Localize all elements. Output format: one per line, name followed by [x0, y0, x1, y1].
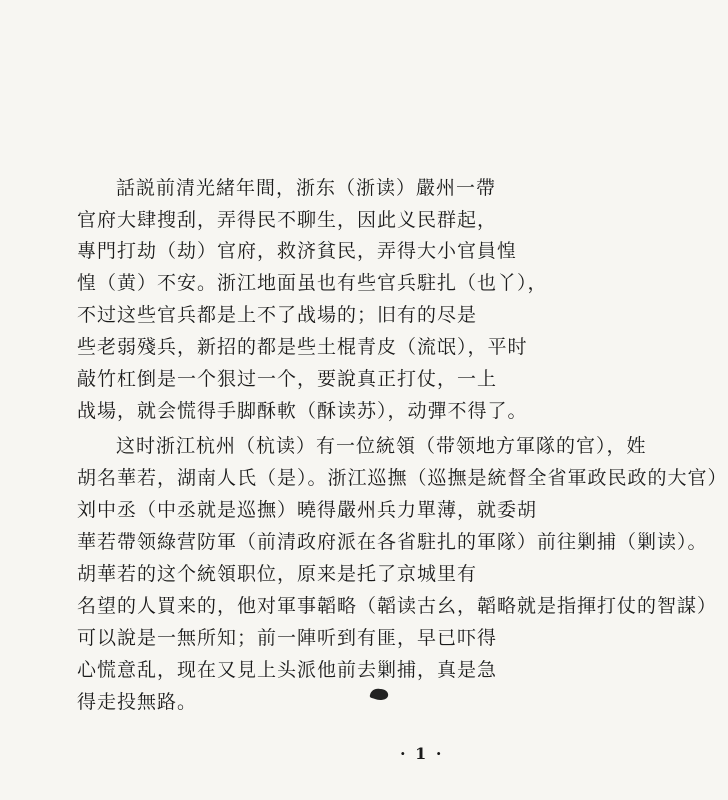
text-line: 名望的人買来的，他对軍事韜略（韜读古幺，韜略就是指揮打仗的智謀） [77, 595, 718, 617]
ink-blot-mark [368, 687, 390, 701]
text-line: 些老弱殘兵，新招的都是些土棍青皮（流氓），平时 [77, 336, 528, 358]
text-line: 这时浙江杭州（杭读）有一位統領（带领地方軍隊的官），姓 [116, 435, 647, 457]
text-line: 話説前清光緒年間，浙东（浙读）嚴州一帶 [116, 177, 497, 199]
text-line: 胡華若的这个統領职位，原来是托了京城里有 [77, 563, 478, 585]
text-line: 敲竹杠倒是一个狠过一个，要說真正打仗，一上 [77, 368, 498, 390]
text-line: 官府大肆搜刮，弄得民不聊生，因此义民群起， [77, 209, 498, 231]
text-line: 華若帶领綠营防軍（前清政府派在各省駐扎的軍隊）前往剿捕（剿读）。 [77, 531, 708, 553]
text-line: 不过这些官兵都是上不了战場的；旧有的尽是 [77, 304, 478, 326]
text-line: 战場，就会慌得手脚酥軟（酥读苏），动彈不得了。 [77, 400, 528, 422]
page-number: · 1 · [400, 744, 444, 763]
text-line: 可以說是一無所知；前一陣听到有匪，早已吓得 [77, 627, 498, 649]
text-line: 胡名華若，湖南人氏（是）。浙江巡撫（巡撫是統督全省軍政民政的大官） [77, 467, 728, 489]
text-line: 刘中丞（中丞就是巡撫）曉得嚴州兵力單薄，就委胡 [77, 499, 538, 521]
text-line: 得走投無路。 [77, 691, 198, 713]
text-line: 專門打劫（劫）官府，救济貧民，弄得大小官員惶 [77, 240, 518, 262]
text-line: 惶（黄）不安。浙江地面虽也有些官兵駐扎（也丫）， [77, 272, 548, 294]
text-line: 心慌意乱，现在又見上头派他前去剿捕，真是急 [77, 659, 498, 681]
